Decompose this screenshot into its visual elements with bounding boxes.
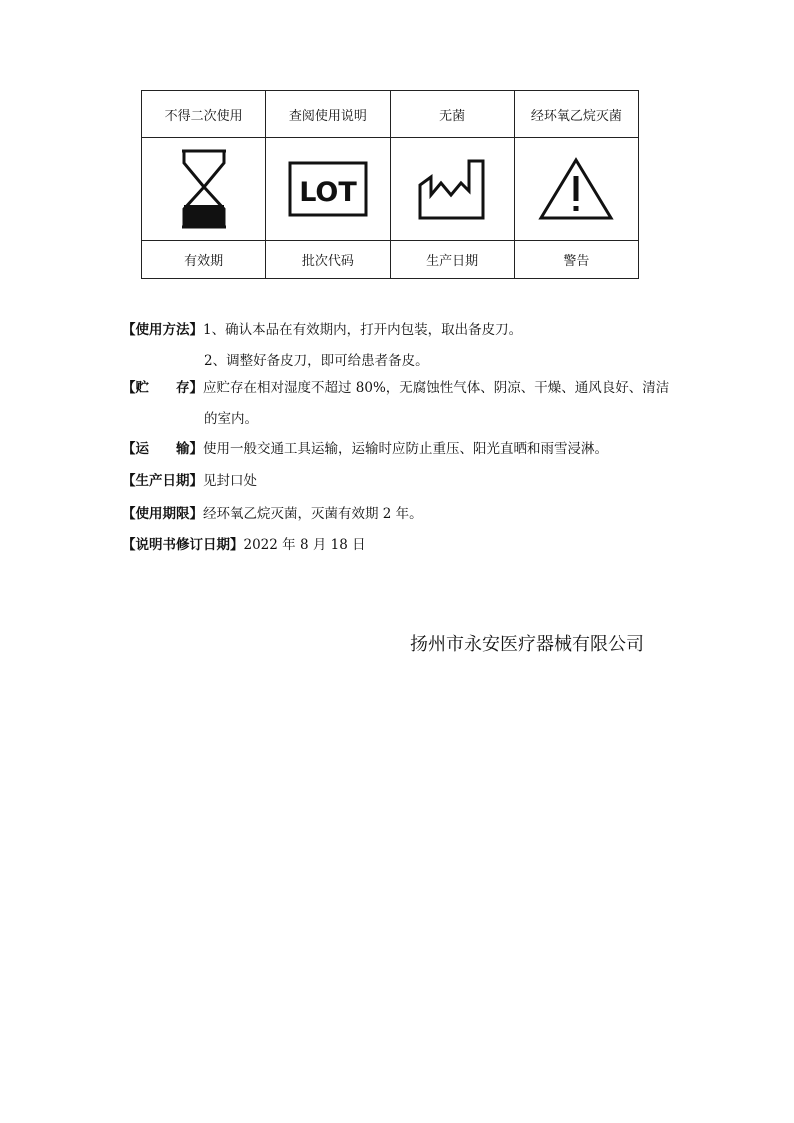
- symbol-table: [141, 90, 639, 279]
- revision-text: 2022 年 8 月 18 日: [243, 537, 366, 553]
- hourglass-icon: [174, 147, 234, 231]
- production-date-text: 见封口处: [203, 473, 257, 489]
- caption-lot: 批次代码: [266, 241, 390, 279]
- usage-step-2: 2、调整好备皮刀，即可给患者备皮。: [204, 353, 429, 369]
- revision-label: 【说明书修订日期】: [122, 537, 244, 553]
- revision-line: [122, 535, 366, 555]
- storage-line-1: [122, 378, 669, 398]
- warning-triangle-icon: [538, 156, 614, 222]
- expiry-text: 经环氧乙烷灭菌，灭菌有效期 2 年。: [203, 506, 423, 522]
- transport-text: 使用一般交通工具运输，运输时应防止重压、阳光直晒和雨雪浸淋。: [203, 441, 608, 457]
- production-date-line: [122, 471, 257, 491]
- caption-expiry: 有效期: [142, 241, 266, 279]
- usage-line-1: [122, 320, 522, 340]
- factory-icon: [417, 157, 487, 221]
- symbol-cell-manufacture: [390, 138, 514, 241]
- expiry-label: 【使用期限】: [122, 506, 203, 522]
- transport-line: [122, 439, 608, 459]
- usage-label: 【使用方法】: [122, 322, 203, 338]
- production-date-label: 【生产日期】: [122, 473, 203, 489]
- caption-warning: 警告: [514, 241, 638, 279]
- symbol-cell-lot: [266, 138, 390, 241]
- company-name: 扬州市永安医疗器械有限公司: [410, 634, 644, 655]
- transport-label: 【运 输】: [122, 441, 203, 457]
- lot-icon: [288, 161, 368, 217]
- header-eo-sterilized: 经环氧乙烷灭菌: [514, 91, 638, 138]
- caption-manufacture-date: 生产日期: [390, 241, 514, 279]
- header-consult-instructions: 查阅使用说明: [266, 91, 390, 138]
- storage-label: 【贮 存】: [122, 380, 203, 396]
- expiry-line: [122, 504, 423, 524]
- symbol-cell-expiry: [142, 138, 266, 241]
- usage-step-1: 1、确认本品在有效期内，打开内包装，取出备皮刀。: [203, 322, 523, 338]
- header-single-use: 不得二次使用: [142, 91, 266, 138]
- storage-text-2: 的室内。: [204, 411, 258, 427]
- storage-text-1: 应贮存在相对湿度不超过 80%，无腐蚀性气体、阴凉、干燥、通风良好、清洁: [203, 380, 670, 396]
- symbol-cell-warning: [514, 138, 638, 241]
- header-sterile: 无菌: [390, 91, 514, 138]
- lot-text: LOT: [299, 177, 357, 208]
